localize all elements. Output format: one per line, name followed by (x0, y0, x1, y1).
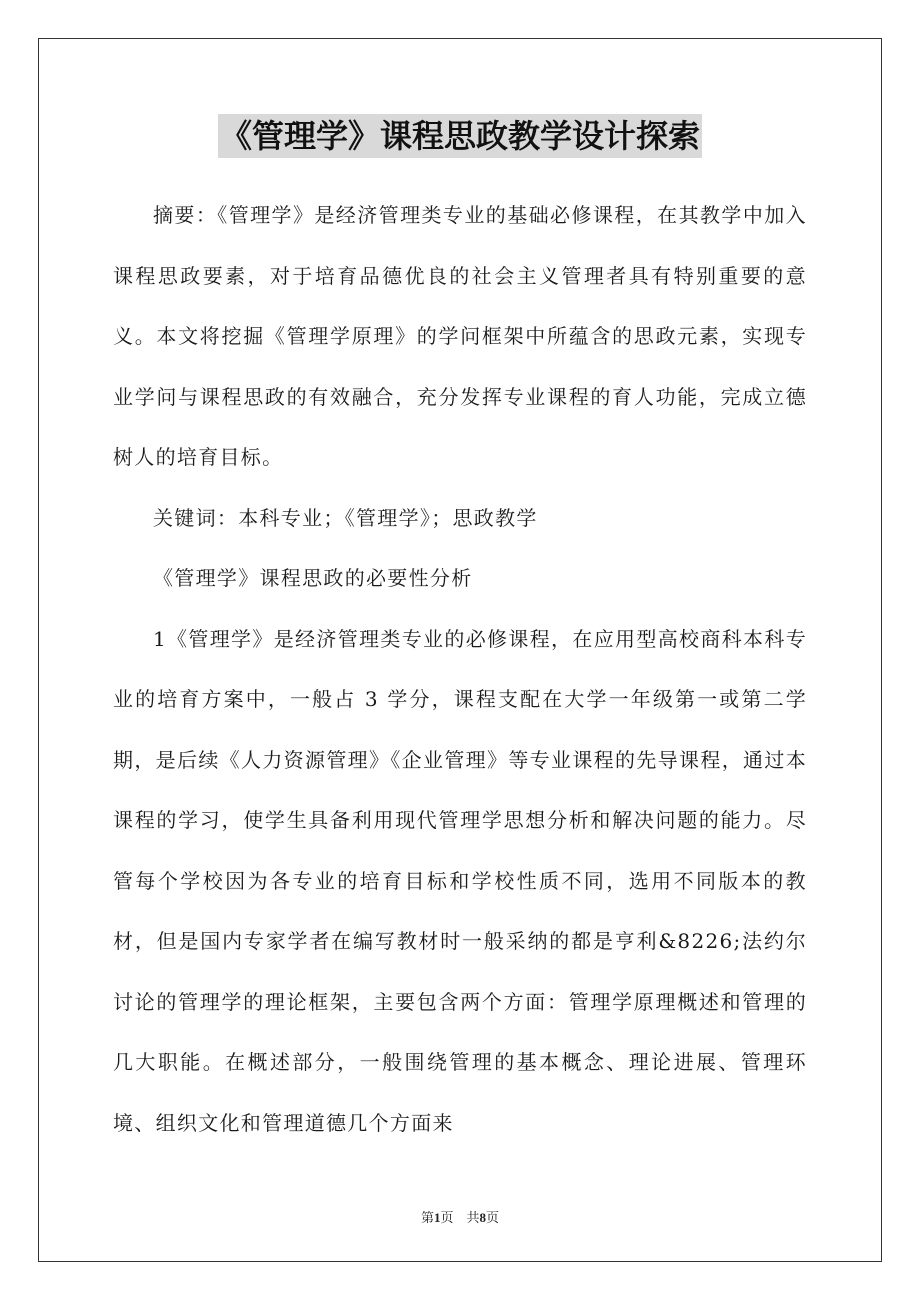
title-container (0, 114, 920, 158)
footer-page-mid: 页 共 (440, 1210, 480, 1225)
section-heading: 《管理学》课程思政的必要性分析 (153, 566, 473, 590)
footer-page-total: 8 (479, 1210, 486, 1225)
footer-page-prefix: 第 (420, 1210, 434, 1225)
keywords-line: 关键词：本科专业；《管理学》；思政教学 (153, 505, 538, 530)
abstract-paragraph: 摘要：《管理学》是经济管理类专业的基础必修课程，在其教学中加入课程思政要素，对于培育品德优良的社会主义管理者具有特别重要的意义。本文将挖掘《管理学原理》的学问框架中所蕴含的思政元素，实现专业学问与课程思政的有效融合，充分发挥专业课程的育人功能，完成立德树人的培育目标。 (113, 203, 807, 469)
document-title: 《管理学》课程思政教学设计探索 (218, 114, 702, 158)
page-footer (0, 1207, 920, 1226)
footer-page-suffix: 页 (486, 1210, 500, 1225)
document-body (113, 185, 807, 1153)
body-paragraph-1: 1《管理学》是经济管理类专业的必修课程，在应用型高校商科本科专业的培育方案中，一般占 3 学分，课程支配在大学一年级第一或第二学期，是后续《人力资源管理》《企业管理》等专业课程的先导课程，通过本课程的学习，使学生具备利用现代管理学思想分析和解决问题的能力。尽管每个学校因为各专业的培育目标和学校性质不同，选用不同版本的教材，但是国内专家学者在编写教材时一般采纳的都是亨利&8226;法约尔讨论的管理学的理论框架，主要包含两个方面：管理学原理概述和管理的几大职能。在概述部分，一般围绕管理的基本概念、理论进展、管理环境、组织文化和管理道德几个方面来 (113, 626, 807, 1135)
footer-page-current: 1 (433, 1210, 441, 1225)
